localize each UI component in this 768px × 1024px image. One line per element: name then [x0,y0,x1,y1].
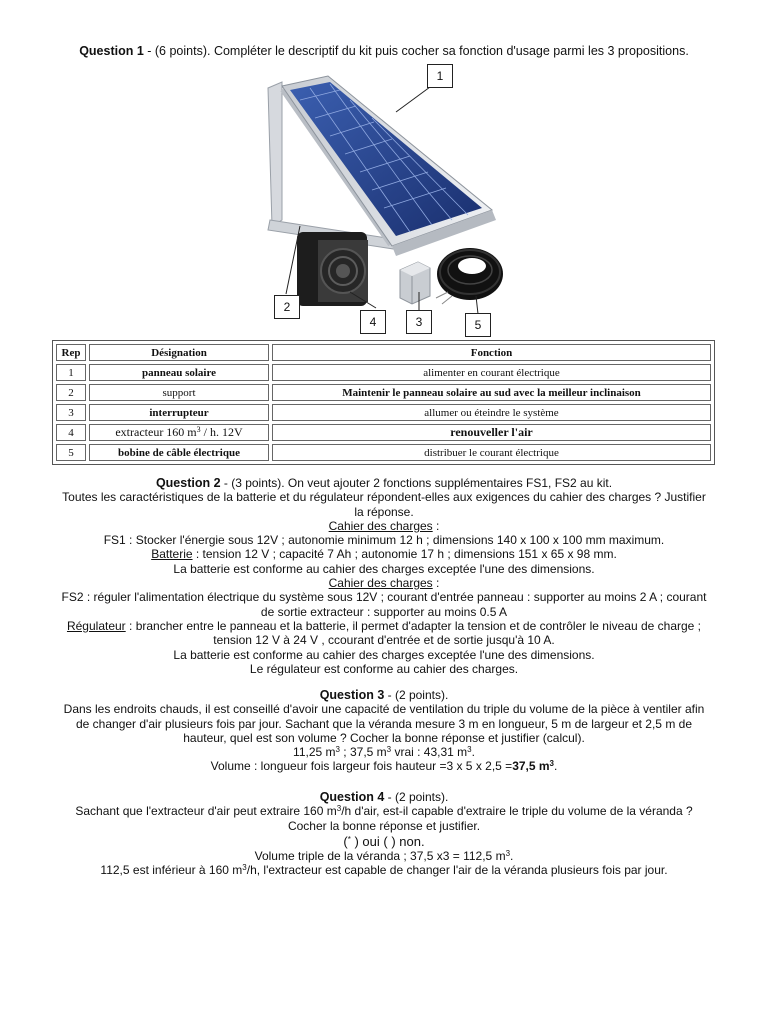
question-4-title: Question 4 [319,790,385,804]
table-row [56,444,711,461]
answer-line: La batterie est conforme au cahier des charges exceptée l'une des dimensions. [173,647,595,662]
answer-line: Le régulateur est conforme au cahier des charges. [249,661,519,676]
cell-designation: interrupteur [89,404,269,421]
cell-fonction: alimenter en courant électrique [272,364,711,381]
question-3-section [40,688,728,774]
cell-fonction: renouveller l'air [272,424,711,441]
question-3-line: Dans les endroits chauds, il est conseillé d'avoir une capacité de ventilation du triple du volume de la pièce à ventiler afin [63,702,705,717]
question-4-line: 112,5 est inférieur à 160 $m^3/h$, l'extracteur est capable de changer l'air de la véranda plusieurs fois par jour. [100,863,668,878]
question-2-title: Question 2 [155,476,221,490]
question-1-heading [0,44,768,58]
batterie-line: Batterie : tension 12 V ; capacité 7 Ah ; autonomie 17 h ; dimensions 151 x 65 x 98 mm. [151,547,617,562]
question-4-section [40,790,728,878]
switch-box [400,262,430,304]
cell-fonction: distribuer le courant électrique [272,444,711,461]
question-2-heading [40,476,728,490]
callout-4: 4 [360,310,386,334]
header-rep: Rep [56,344,86,361]
callout-2: 2 [274,295,300,319]
cell-rep: 1 [56,364,86,381]
cell-fonction: allumer ou éteindre le système [272,404,711,421]
question-2-intro: - (3 points). On veut ajouter 2 fonctions supplémentaires FS1, FS2 au kit. [220,476,613,490]
answer-line: La batterie est conforme au cahier des charges exceptée l'une des dimensions. [173,561,595,576]
fs2-line: de sortie extracteur : supporter au moins 0.5 A [260,604,508,619]
question-4-heading: Question 4 - (2 points). [319,790,449,804]
header-fonction: Fonction [272,344,711,361]
cahier-heading-2: Cahier des charges : [328,576,440,591]
question-2-section [40,476,728,676]
question-1-title: Question 1 [79,44,144,58]
table-row [56,364,711,381]
question-2-line: la réponse. [354,504,414,519]
question-4-line: Sachant que l'extracteur d'air peut extraire 160 $m^3/h$ d'air, est-il capable d'extraire le triple du volume de la véranda ? [75,804,693,819]
question-3-calculation: Volume : longueur fois largeur fois hauteur =3 x 5 x 2,5 =37,5 $m^3$. [210,759,558,774]
cell-designation [89,424,269,441]
regulateur-line: tension 12 V à 24 V , ccourant d'entrée et de sortie jusqu'à 10 A. [213,633,555,648]
callout-3: 3 [406,310,432,334]
cell-rep: 5 [56,444,86,461]
regulateur-line: Régulateur : brancher entre le panneau et la batterie, il permet d'adapter la tension et de contrôler le niveau de charge ; [66,618,702,633]
extractor-fan [297,232,368,306]
cell-rep: 2 [56,384,86,401]
table-row [56,424,711,441]
kit-description-table [52,340,715,465]
question-1-text: - (6 points). Compléter le descriptif du kit puis cocher sa fonction d'usage parmi les 3 propositions. [143,44,689,58]
cable-coil [436,248,503,304]
superscript-3: 3 [196,425,201,434]
solar-kit-illustration [0,60,768,340]
header-designation: Désignation [89,344,269,361]
cell-designation: bobine de câble électrique [89,444,269,461]
question-4-choice: (* ) oui ( ) non. [343,833,425,849]
designation-text-end: / h. 12V [200,425,243,439]
cell-rep: 4 [56,424,86,441]
cell-designation: support [89,384,269,401]
fs2-line: FS2 : réguler l'alimentation électrique du système sous 12V ; courant d'entrée panneau : supporter au moins 2 A ; courant [61,590,707,605]
question-2-line: Toutes les caractéristiques de la batterie et du régulateur répondent-elles aux exigences du cahier des charges ? Justifier [62,490,706,505]
cahier-heading-1: Cahier des charges : [328,518,440,533]
cell-fonction: Maintenir le panneau solaire au sud avec la meilleur inclinaison [272,384,711,401]
question-3-line: hauteur, quel est son volume ? Cocher la bonne réponse et justifier (calcul). [183,730,585,745]
question-3-line: de changer d'air plusieurs fois par jour. Sachant que la véranda mesure 3 m en longueur, 5 m de largeur et 2,5 m de [76,716,692,731]
table-row [56,404,711,421]
fs1-line: FS1 : Stocker l'énergie sous 12V ; autonomie minimum 12 h ; dimensions 140 x 100 x 100 mm maximum. [103,533,665,548]
question-3-heading: Question 3 - (2 points). [319,688,449,702]
cell-designation: panneau solaire [89,364,269,381]
callout-5: 5 [465,313,491,337]
table-row [56,384,711,401]
cell-rep: 3 [56,404,86,421]
question-4-line: Cocher la bonne réponse et justifier. [287,818,481,833]
solar-kit-figure [0,60,768,340]
designation-text: extracteur 160 m [115,425,197,439]
question-3-choices: 11,25 $m^3$ ; 37,5 $m^3$ vrai : 43,31 $m^3$. [293,745,475,760]
question-4-line: Volume triple de la véranda ; 37,5 x3 = 112,5 $m^3$. [254,849,514,864]
callout-1: 1 [427,64,453,88]
table-header-row [56,344,711,361]
question-3-title: Question 3 [319,688,385,702]
